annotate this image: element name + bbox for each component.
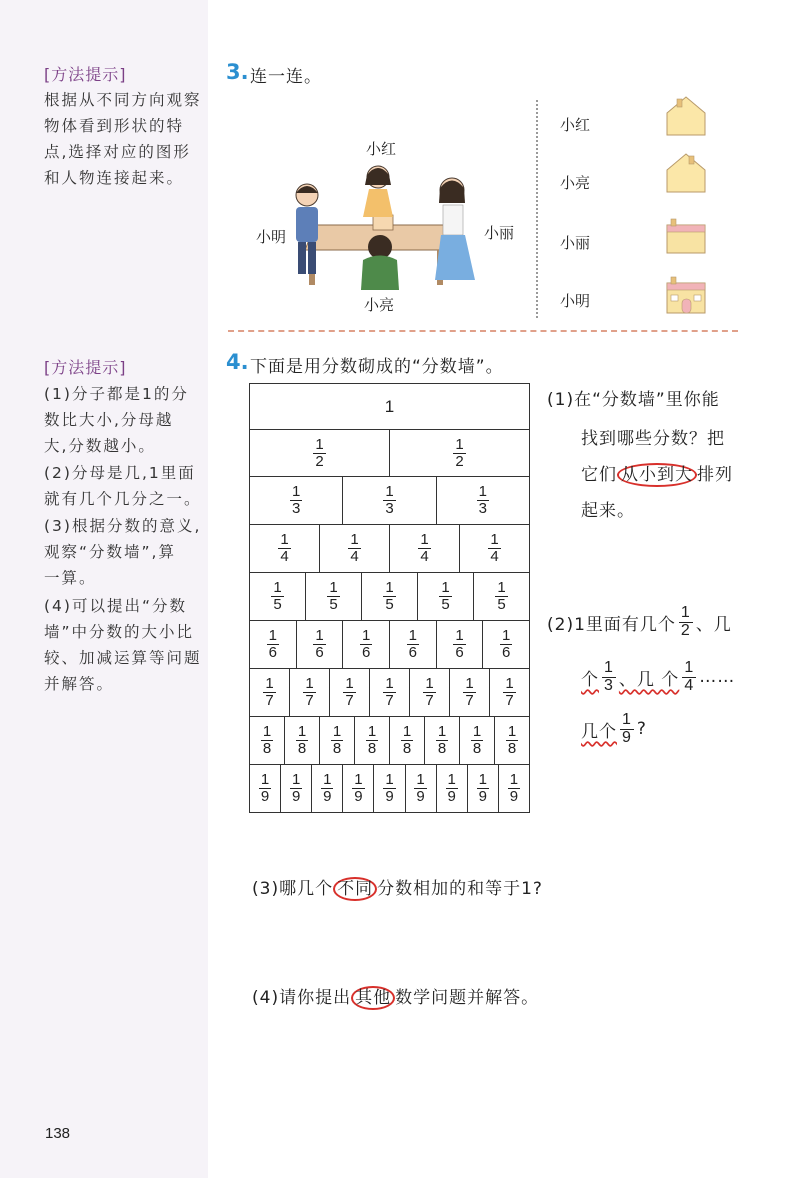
brick-fraction: $\frac{1}{8}$ bbox=[367, 723, 377, 757]
wall-brick bbox=[390, 717, 425, 764]
tip1-line: 物体看到形状的特 bbox=[44, 117, 185, 135]
wall-brick bbox=[425, 717, 460, 764]
wall-brick bbox=[390, 430, 529, 476]
person-label-right: 小丽 bbox=[484, 224, 515, 242]
tip2-line: 观察“分数墙”,算 bbox=[44, 543, 176, 561]
q3-title: 连一连。 bbox=[250, 67, 322, 87]
view-name: 小丽 bbox=[560, 234, 591, 252]
brick-fraction: $\frac{1}{3}$ bbox=[291, 483, 301, 517]
brick-fraction: $\frac{1}{6}$ bbox=[315, 627, 324, 661]
tip1-title: [方法提示] bbox=[44, 65, 127, 84]
wall-row-whole bbox=[250, 384, 529, 430]
wall-brick bbox=[330, 669, 370, 716]
q4-number: 4. bbox=[226, 350, 249, 374]
person-label-bottom: 小亮 bbox=[364, 296, 395, 314]
page-number: 138 bbox=[45, 1125, 71, 1142]
brick-fraction: $\frac{1}{2}$ bbox=[315, 435, 324, 470]
q4-sub2-line2: 个 $\frac{1}{3}$ 、几 个 $\frac{1}{4}$ …… bbox=[581, 659, 736, 694]
wall-brick bbox=[281, 765, 312, 812]
brick-fraction: $\frac{1}{9}$ bbox=[385, 771, 394, 805]
brick-fraction: $\frac{1}{6}$ bbox=[362, 627, 371, 661]
wall-brick bbox=[495, 717, 529, 764]
fraction-one-half: $\frac{1}{2}$ bbox=[680, 604, 691, 639]
brick-fraction: $\frac{1}{6}$ bbox=[455, 627, 464, 661]
wall-brick bbox=[450, 669, 490, 716]
brick-fraction: $\frac{1}{7}$ bbox=[385, 675, 394, 709]
brick-fraction: $\frac{1}{8}$ bbox=[262, 723, 272, 757]
brick-fraction: $\frac{1}{5}$ bbox=[273, 579, 282, 613]
view-name: 小明 bbox=[560, 292, 591, 310]
brick-fraction: $\frac{1}{5}$ bbox=[329, 579, 338, 613]
brick-fraction: $\frac{1}{9}$ bbox=[478, 771, 487, 805]
wall-brick-whole: 1 bbox=[384, 396, 395, 416]
brick-fraction: $\frac{1}{5}$ bbox=[385, 579, 394, 613]
tip2-line: (2)分母是几,1里面 bbox=[44, 464, 196, 482]
brick-fraction: $\frac{1}{9}$ bbox=[323, 771, 332, 805]
brick-fraction: $\frac{1}{3}$ bbox=[385, 483, 394, 517]
wall-row bbox=[250, 573, 529, 621]
wall-brick bbox=[468, 765, 499, 812]
wall-brick bbox=[320, 525, 390, 572]
person-label-left: 小明 bbox=[256, 228, 287, 246]
wall-brick bbox=[410, 669, 450, 716]
brick-fraction: $\frac{1}{8}$ bbox=[437, 723, 447, 757]
house-view-door-icon bbox=[665, 273, 707, 317]
brick-fraction: $\frac{1}{6}$ bbox=[268, 627, 277, 661]
brick-fraction: $\frac{1}{4}$ bbox=[280, 531, 289, 565]
person-label-top: 小红 bbox=[366, 140, 397, 158]
brick-fraction: $\frac{1}{9}$ bbox=[291, 771, 301, 805]
brick-fraction: $\frac{1}{6}$ bbox=[502, 627, 511, 661]
wall-brick bbox=[418, 573, 474, 620]
tip2-line: 墙”中分数的大小比 bbox=[44, 623, 195, 641]
wall-row bbox=[250, 525, 529, 573]
wall-brick bbox=[460, 525, 529, 572]
brick-fraction: $\frac{1}{9}$ bbox=[260, 771, 270, 805]
tip2-line: 数比大小,分母越 bbox=[44, 411, 174, 429]
tip2-line: 一算。 bbox=[44, 569, 97, 587]
fraction-wall bbox=[249, 383, 530, 813]
wall-brick bbox=[250, 717, 285, 764]
wall-brick bbox=[297, 621, 344, 668]
tip2-line: 并解答。 bbox=[44, 675, 115, 693]
tip2-line: 大,分数越小。 bbox=[44, 437, 156, 455]
wall-brick bbox=[290, 669, 330, 716]
circled-keyword: 从小到大 bbox=[617, 463, 697, 487]
house-view-side-icon bbox=[665, 95, 707, 137]
circled-keyword: 其他 bbox=[351, 986, 395, 1010]
wall-brick bbox=[474, 573, 529, 620]
wall-row bbox=[250, 717, 529, 765]
brick-fraction: $\frac{1}{2}$ bbox=[455, 435, 464, 470]
q4-sub4: (4)请你提出 其他 数学问题并解答。 bbox=[252, 988, 540, 1008]
wall-row bbox=[250, 430, 529, 477]
q4-sub1-line3: 它们 从小到大 排列 bbox=[581, 465, 733, 485]
wall-brick bbox=[370, 669, 410, 716]
tip2-line: (4)可以提出“分数 bbox=[44, 597, 187, 615]
table-scene-illustration bbox=[285, 155, 485, 295]
brick-fraction: $\frac{1}{9}$ bbox=[354, 771, 363, 805]
fraction-one-quarter: $\frac{1}{4}$ bbox=[684, 659, 695, 694]
circled-keyword: 不同 bbox=[333, 877, 377, 901]
brick-fraction: $\frac{1}{4}$ bbox=[490, 531, 499, 565]
brick-fraction: $\frac{1}{8}$ bbox=[297, 723, 307, 757]
brick-fraction: $\frac{1}{9}$ bbox=[447, 771, 456, 805]
wall-brick bbox=[390, 621, 437, 668]
wall-brick bbox=[343, 477, 436, 524]
wall-brick bbox=[343, 765, 374, 812]
brick-fraction: $\frac{1}{7}$ bbox=[265, 675, 274, 709]
wall-brick bbox=[250, 573, 306, 620]
q4-sub2-line1: (2)1里面有几个 $\frac{1}{2}$ 、几 bbox=[547, 604, 732, 639]
wall-brick bbox=[437, 621, 484, 668]
wall-brick bbox=[437, 477, 529, 524]
tip2-title: [方法提示] bbox=[44, 358, 127, 377]
wall-brick bbox=[362, 573, 418, 620]
brick-fraction: $\frac{1}{3}$ bbox=[478, 483, 487, 517]
wall-brick bbox=[499, 765, 529, 812]
wall-brick bbox=[250, 669, 290, 716]
wall-brick bbox=[250, 525, 320, 572]
tip2-line: (1)分子都是1的分 bbox=[44, 385, 189, 403]
wall-brick bbox=[460, 717, 495, 764]
brick-fraction: $\frac{1}{5}$ bbox=[497, 579, 506, 613]
wall-brick bbox=[250, 477, 343, 524]
brick-fraction: $\frac{1}{7}$ bbox=[505, 675, 514, 709]
brick-fraction: $\frac{1}{5}$ bbox=[441, 579, 450, 613]
house-view-front-icon bbox=[665, 215, 707, 257]
brick-fraction: $\frac{1}{7}$ bbox=[425, 675, 434, 709]
brick-fraction: $\frac{1}{8}$ bbox=[402, 723, 412, 757]
wall-brick bbox=[483, 621, 529, 668]
wall-brick bbox=[390, 525, 460, 572]
brick-fraction: $\frac{1}{9}$ bbox=[416, 771, 425, 805]
wall-brick bbox=[250, 621, 297, 668]
wall-row bbox=[250, 477, 529, 525]
brick-fraction: $\frac{1}{9}$ bbox=[509, 771, 519, 805]
brick-fraction: $\frac{1}{8}$ bbox=[332, 723, 342, 757]
wall-brick bbox=[312, 765, 343, 812]
q3-number: 3. bbox=[226, 60, 249, 84]
brick-fraction: $\frac{1}{7}$ bbox=[465, 675, 474, 709]
wall-brick bbox=[406, 765, 437, 812]
wall-brick bbox=[355, 717, 390, 764]
q4-sub3: (3)哪几个 不同 分数相加的和等于1? bbox=[252, 879, 543, 899]
wall-brick bbox=[343, 621, 390, 668]
section-divider bbox=[228, 330, 738, 332]
view-name: 小红 bbox=[560, 116, 591, 134]
brick-fraction: $\frac{1}{7}$ bbox=[305, 675, 314, 709]
wall-row bbox=[250, 621, 529, 669]
brick-fraction: $\frac{1}{8}$ bbox=[507, 723, 517, 757]
brick-fraction: $\frac{1}{8}$ bbox=[472, 723, 482, 757]
wall-brick bbox=[285, 717, 320, 764]
tip1-line: 点,选择对应的图形 bbox=[44, 143, 191, 161]
wall-brick bbox=[490, 669, 529, 716]
tip1-line: 和人物连接起来。 bbox=[44, 169, 185, 187]
q4-sub1-line2: 找到哪些分数？把 bbox=[581, 429, 725, 449]
house-view-side-icon bbox=[665, 152, 707, 194]
view-name: 小亮 bbox=[560, 174, 591, 192]
wall-brick bbox=[320, 717, 355, 764]
brick-fraction: $\frac{1}{7}$ bbox=[345, 675, 354, 709]
tip2-line: 较、加减运算等问题 bbox=[44, 649, 202, 667]
fraction-one-third: $\frac{1}{3}$ bbox=[604, 659, 614, 694]
dotted-separator bbox=[536, 100, 538, 318]
q4-sub1-line4: 起来。 bbox=[581, 501, 635, 521]
tip2-line: (3)根据分数的意义, bbox=[44, 517, 202, 535]
fraction-one-ninth: $\frac{1}{9}$ bbox=[622, 711, 632, 746]
wall-brick bbox=[437, 765, 468, 812]
brick-fraction: $\frac{1}{4}$ bbox=[420, 531, 429, 565]
wall-brick bbox=[250, 430, 390, 476]
brick-fraction: $\frac{1}{4}$ bbox=[350, 531, 359, 565]
q4-sub1-line1: (1)在“分数墙”里你能 bbox=[547, 390, 720, 410]
wall-row bbox=[250, 669, 529, 717]
tip2-line: 就有几个几分之一。 bbox=[44, 490, 202, 508]
wall-brick bbox=[306, 573, 362, 620]
wall-row bbox=[250, 765, 529, 813]
tip1-line: 根据从不同方向观察 bbox=[44, 91, 202, 109]
q4-title: 下面是用分数砌成的“分数墙”。 bbox=[250, 357, 504, 377]
q4-sub2-line3: 几个 $\frac{1}{9}$ ? bbox=[581, 711, 647, 746]
brick-fraction: $\frac{1}{6}$ bbox=[408, 627, 418, 661]
wall-brick bbox=[374, 765, 405, 812]
wall-brick bbox=[250, 765, 281, 812]
